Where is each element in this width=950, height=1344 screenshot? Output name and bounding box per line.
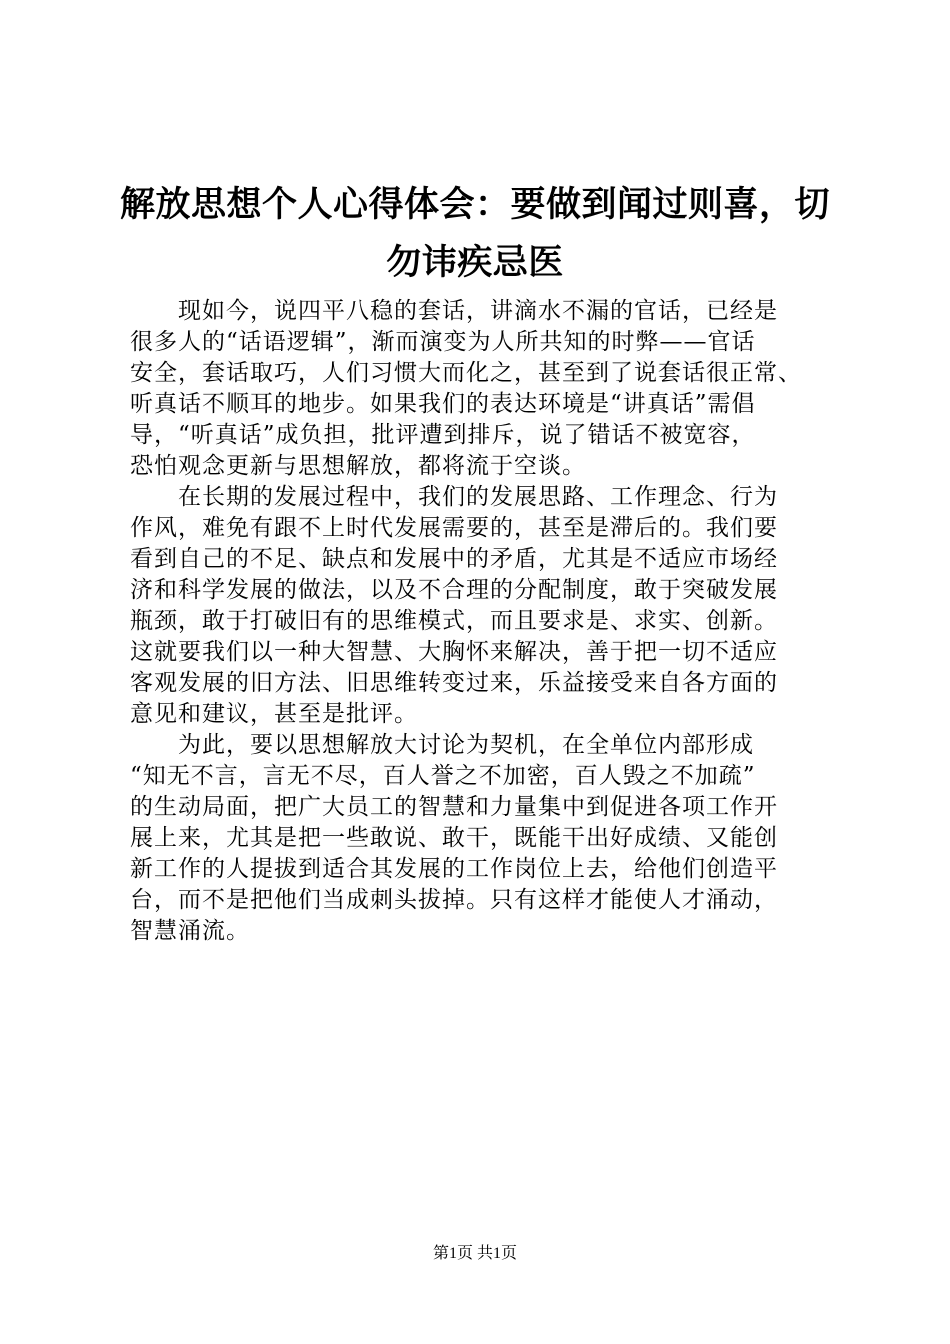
text-line: 客观发展的旧方法、旧思维转变过来，乐益接受来自各方面的 [130,670,778,696]
text-line: “知无不言，言无不尽，百人誉之不加密，百人毁之不加疏” [130,763,756,789]
title-line: 勿讳疾忌医 [386,242,564,283]
document-body [130,296,830,947]
text-line: 智慧涌流。 [130,918,250,944]
text-line: 济和科学发展的做法，以及不合理的分配制度，敢于突破发展 [130,577,778,603]
text-line: 在长期的发展过程中，我们的发展思路、工作理念、行为 [130,484,778,510]
title-line: 解放思想个人心得体会：要做到闻过则喜，切 [119,184,830,225]
text-line: 意见和建议，甚至是批评。 [130,701,418,727]
text-line: 导，“听真话”成负担，批评遭到排斥，说了错话不被宽容， [130,422,756,448]
paragraph-1 [130,296,830,482]
text-line: 这就要我们以一种大智慧、大胸怀来解决，善于把一切不适应 [130,639,778,665]
text-line: 作风，难免有跟不上时代发展需要的，甚至是滞后的。我们要 [130,515,778,541]
text-line: 看到自己的不足、缺点和发展中的矛盾，尤其是不适应市场经 [130,546,778,572]
paragraph-2 [130,482,830,730]
text-line: 展上来，尤其是把一些敢说、敢干，既能干出好成绩、又能创 [130,825,778,851]
text-line: 台，而不是把他们当成刺头拔掉。只有这样才能使人才涌动， [130,887,778,913]
paragraph-3 [130,730,830,947]
text-line: 瓶颈，敢于打破旧有的思维模式，而且要求是、求实、创新。 [130,608,778,634]
document-title [110,176,840,292]
text-line: 现如今，说四平八稳的套话，讲滴水不漏的官话，已经是 [130,298,778,324]
text-line: 新工作的人提拔到适合其发展的工作岗位上去，给他们创造平 [130,856,778,882]
text-line: 的生动局面，把广大员工的智慧和力量集中到促进各项工作开 [130,794,778,820]
text-line: 恐怕观念更新与思想解放，都将流于空谈。 [130,453,586,479]
text-line: 为此，要以思想解放大讨论为契机，在全单位内部形成 [130,732,754,758]
text-line: 听真话不顺耳的地步。如果我们的表达环境是“讲真话”需倡 [130,391,756,417]
text-line: 很多人的“话语逻辑”，渐而演变为人所共知的时弊——官话 [130,329,756,355]
page-footer: 第1页 共1页 [432,1245,517,1262]
text-line: 安全，套话取巧，人们习惯大而化之，甚至到了说套话很正常、 [130,360,802,386]
